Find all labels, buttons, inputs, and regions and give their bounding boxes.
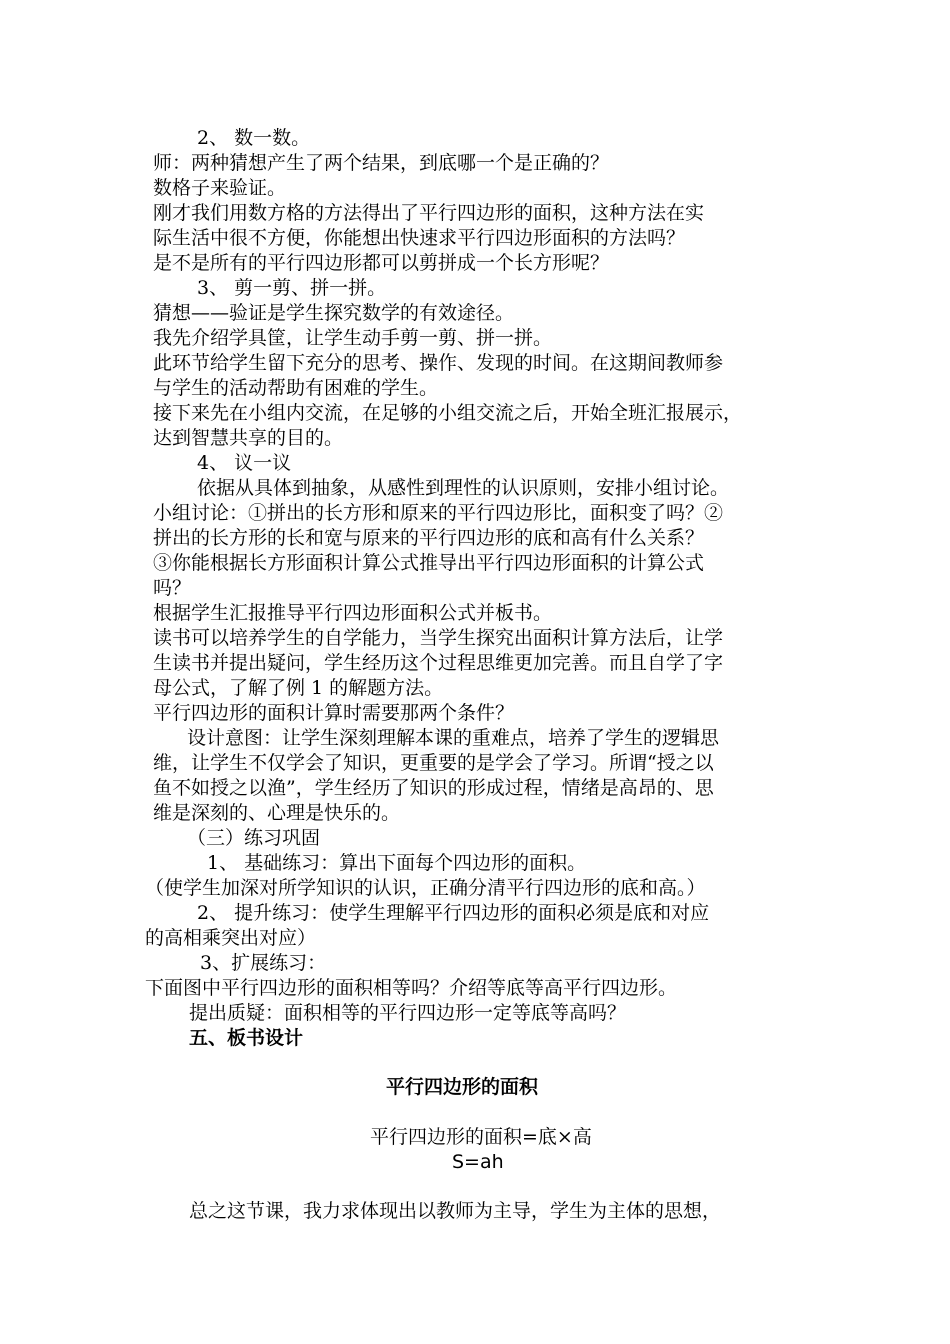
text-line: 提出质疑：面积相等的平行四边形一定等底等高吗？: [189, 1002, 627, 1024]
text-line: 根据学生汇报推导平行四边形面积公式并板书。: [153, 602, 553, 624]
board-formula: 平行四边形的面积=底×高: [370, 1126, 592, 1148]
text-line: 3、 剪一剪、拼一拼。: [197, 277, 387, 299]
text-line: 数格子来验证。: [153, 177, 287, 199]
text-line: 我先介绍学具筐，让学生动手剪一剪、拼一拼。: [153, 327, 553, 349]
text-line: 4、 议一议: [197, 452, 292, 474]
text-line: 鱼不如授之以渔”，学生经历了知识的形成过程，情绪是高昂的、思: [153, 777, 714, 799]
text-line: 读书可以培养学生的自学能力，当学生探究出面积计算方法后，让学: [153, 627, 724, 649]
text-line: 2、 提升练习：使学生理解平行四边形的面积必须是底和对应: [197, 902, 710, 924]
closing-paragraph: 总之这节课，我力求体现出以教师为主导，学生为主体的思想，: [189, 1200, 722, 1222]
text-line: 2、 数一数。: [197, 127, 311, 149]
text-line: 维，让学生不仅学会了知识，更重要的是学会了学习。所谓“授之以: [153, 752, 714, 774]
section-heading: 五、板书设计: [189, 1027, 304, 1049]
text-line: 1、 基础练习：算出下面每个四边形的面积。: [207, 852, 587, 874]
text-line: 3、扩展练习：: [200, 952, 327, 974]
text-line: 设计意图：让学生深刻理解本课的重难点，培养了学生的逻辑思: [187, 727, 720, 749]
text-line: 的高相乘突出对应）: [145, 927, 317, 949]
text-line: 下面图中平行四边形的面积相等吗？介绍等底等高平行四边形。: [145, 977, 678, 999]
text-line: 此环节给学生留下充分的思考、操作、发现的时间。在这期间教师参: [153, 352, 724, 374]
text-line: 接下来先在小组内交流，在足够的小组交流之后，开始全班汇报展示，: [153, 402, 743, 424]
text-line: 师：两种猜想产生了两个结果，到底哪一个是正确的？: [153, 152, 610, 174]
board-title: 平行四边形的面积: [386, 1076, 539, 1098]
text-line: 平行四边形的面积计算时需要那两个条件？: [153, 702, 515, 724]
board-formula-symbolic: S=ah: [452, 1151, 504, 1173]
text-line: 刚才我们用数方格的方法得出了平行四边形的面积，这种方法在实: [153, 202, 705, 224]
text-line: 与学生的活动帮助有困难的学生。: [153, 377, 439, 399]
text-line: 依据从具体到抽象，从感性到理性的认识原则，安排小组讨论。: [197, 477, 730, 499]
text-line: 吗？: [153, 577, 192, 599]
text-line: 拼出的长方形的长和宽与原来的平行四边形的底和高有什么关系？: [153, 527, 705, 549]
text-line: ③你能根据长方形面积计算公式推导出平行四边形面积的计算公式: [153, 552, 705, 574]
text-line: （三）练习巩固: [187, 827, 321, 849]
text-line: 是不是所有的平行四边形都可以剪拼成一个长方形呢？: [153, 252, 610, 274]
text-line: 维是深刻的、心理是快乐的。: [153, 802, 401, 824]
text-line: 际生活中很不方便，你能想出快速求平行四边形面积的方法吗？: [153, 227, 686, 249]
text-line: 猜想——验证是学生探究数学的有效途径。: [153, 302, 515, 324]
text-line: （使学生加深对所学知识的认识，正确分清平行四边形的底和高。）: [145, 877, 706, 899]
text-line: 达到智慧共享的目的。: [153, 427, 344, 449]
text-line: 母公式，了解了例 1 的解题方法。: [153, 677, 444, 699]
text-line: 小组讨论：①拼出的长方形和原来的平行四边形比，面积变了吗？②: [153, 502, 724, 524]
text-line: 生读书并提出疑问，学生经历这个过程思维更加完善。而且自学了字: [153, 652, 724, 674]
